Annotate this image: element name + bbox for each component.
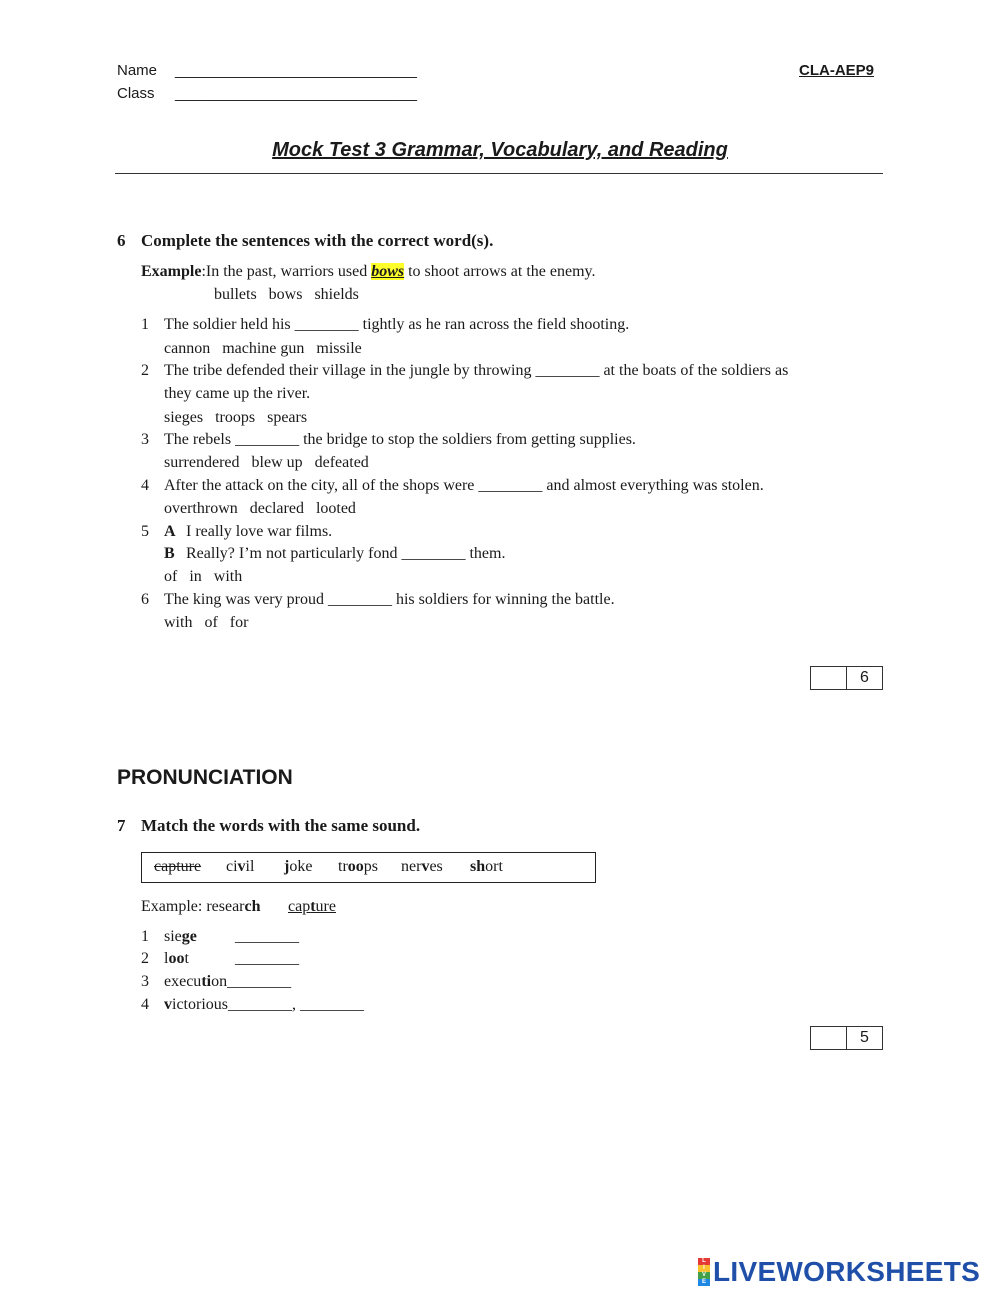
- speaker-a-label: A: [164, 523, 176, 540]
- score-input-cell[interactable]: [811, 667, 847, 689]
- item-text-continued: they came up the river.: [164, 385, 311, 402]
- word-nerves: nerves: [401, 858, 443, 875]
- item-number: 2: [141, 362, 149, 379]
- pron-answer-blank[interactable]: ________: [227, 973, 292, 990]
- section6-score: 6: [860, 669, 869, 686]
- item-options[interactable]: surrendered blew up defeated: [164, 454, 369, 471]
- word-civil: civil: [226, 858, 255, 875]
- item-text: The tribe defended their village in the jungle by throwing ________ at the boats of the soldiers as: [164, 362, 789, 379]
- item-options[interactable]: of in with: [164, 568, 243, 585]
- pron-example-answer: capture: [288, 898, 336, 915]
- word-joke: joke: [284, 858, 313, 875]
- pron-item-word: execution________: [164, 973, 292, 990]
- example-options: bullets bows shields: [214, 286, 359, 303]
- pron-item-number: 3: [141, 973, 149, 990]
- example-line: Example:In the past, warriors used bows to shoot arrows at the enemy.: [141, 263, 596, 280]
- title-divider: [115, 173, 883, 174]
- pron-item-word: siege: [164, 928, 197, 945]
- item-options[interactable]: with of for: [164, 614, 249, 631]
- score-input-cell[interactable]: [811, 1027, 847, 1049]
- class-label: Class: [117, 85, 155, 102]
- item-text: The king was very proud ________ his soldiers for winning the battle.: [164, 591, 615, 608]
- logo-blocks-icon: L I V E: [698, 1258, 710, 1286]
- word-capture: capture: [154, 858, 202, 875]
- pron-item-word: victorious________, ________: [164, 996, 364, 1013]
- pron-answer-blank[interactable]: ________, ________: [228, 996, 364, 1013]
- liveworksheets-logo: [698, 1256, 980, 1288]
- pronunciation-heading: PRONUNCIATION: [117, 766, 293, 789]
- name-label: Name: [117, 62, 158, 79]
- item-text: The soldier held his ________ tightly as he ran across the field shooting.: [164, 316, 630, 333]
- item-number: 1: [141, 316, 149, 333]
- section6-instruction: Complete the sentences with the correct word(s).: [141, 231, 494, 250]
- section7-number: 7: [117, 816, 126, 835]
- pron-example: Example: research: [141, 898, 261, 915]
- logo-text: LIVEWORKSHEETS: [713, 1256, 981, 1287]
- pron-item-number: 2: [141, 950, 149, 967]
- pron-item-number: 4: [141, 996, 149, 1013]
- pron-item-word: loot: [164, 950, 189, 967]
- word-troops: troops: [338, 858, 379, 875]
- example-post: to shoot arrows at the enemy.: [404, 263, 596, 280]
- section7-score-box: [810, 1026, 883, 1050]
- class-field[interactable]: _____________________________: [175, 85, 417, 102]
- word-short: short: [470, 858, 503, 875]
- section6-score-box: [810, 666, 883, 690]
- speaker-a-text: I really love war films.: [186, 523, 333, 540]
- item-options[interactable]: overthrown declared looted: [164, 500, 356, 517]
- section6-number: 6: [117, 231, 126, 250]
- page-title: Mock Test 3 Grammar, Vocabulary, and Reading: [272, 139, 728, 161]
- name-field[interactable]: _____________________________: [175, 62, 417, 79]
- section7-score: 5: [860, 1029, 869, 1046]
- pron-answer-blank[interactable]: ________: [235, 950, 299, 967]
- example-answer: bows: [371, 263, 405, 280]
- item-number: 4: [141, 477, 149, 494]
- speaker-b-text: Really? I’m not particularly fond ________ them.: [186, 545, 506, 562]
- item-number: 3: [141, 431, 149, 448]
- pron-item-number: 1: [141, 928, 149, 945]
- section7-instruction: Match the words with the same sound.: [141, 816, 421, 835]
- item-number: 5: [141, 523, 149, 540]
- pron-answer-blank[interactable]: ________: [235, 928, 299, 945]
- test-code: CLA-AEP9: [799, 62, 875, 79]
- item-text: The rebels ________ the bridge to stop the soldiers from getting supplies.: [164, 431, 636, 448]
- speaker-b-label: B: [164, 545, 175, 562]
- item-options[interactable]: sieges troops spears: [164, 409, 308, 426]
- item-options[interactable]: cannon machine gun missile: [164, 340, 362, 357]
- item-number: 6: [141, 591, 149, 608]
- example-pre: In the past, warriors used: [205, 263, 372, 280]
- example-label: Example: [141, 263, 202, 280]
- item-text: After the attack on the city, all of the shops were ________ and almost everything was stolen.: [164, 477, 764, 494]
